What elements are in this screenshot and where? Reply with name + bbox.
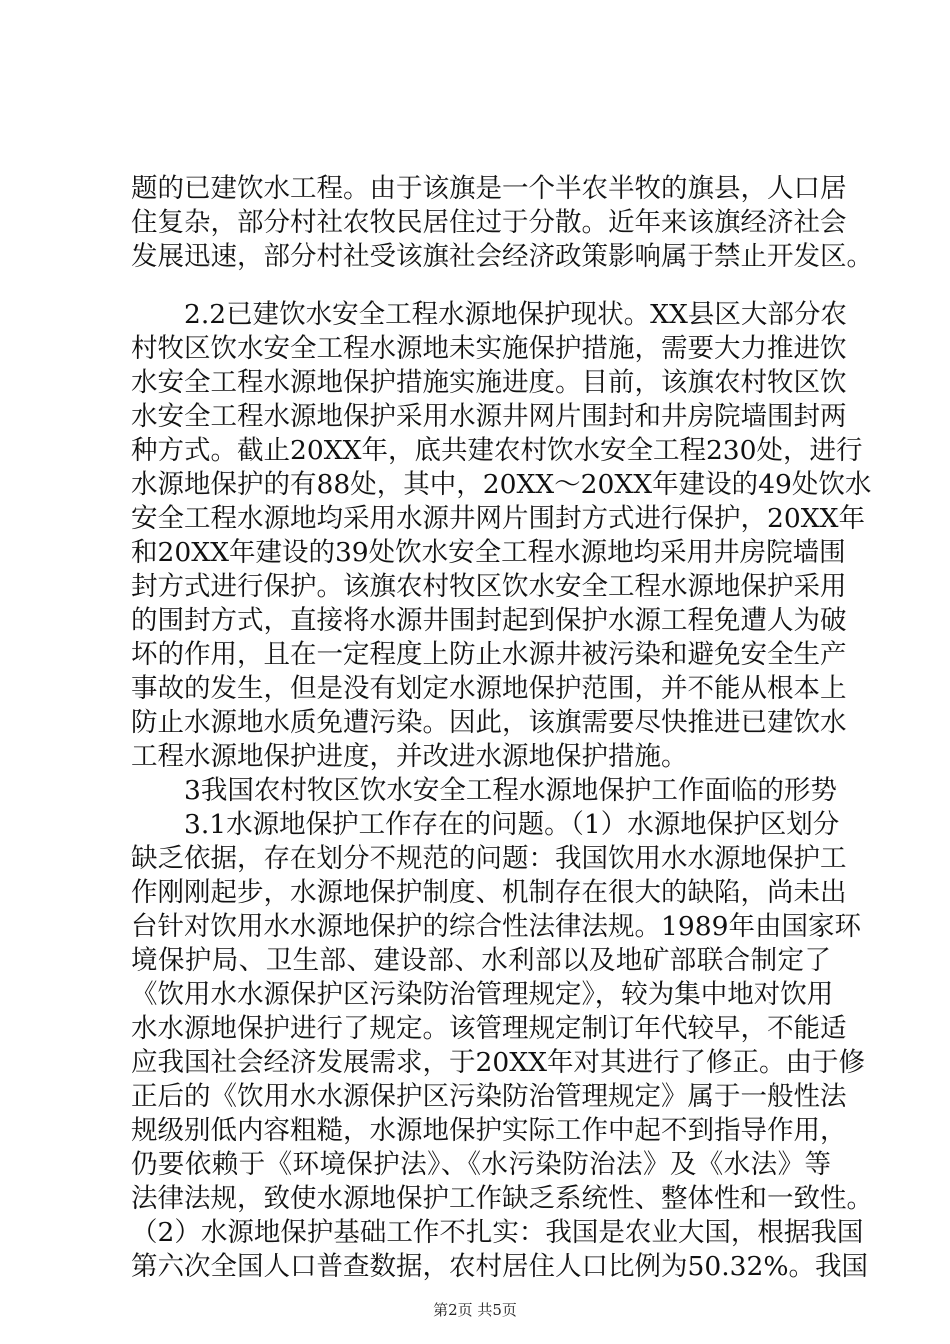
- page-number: 第2页 共5页: [433, 1301, 517, 1319]
- paragraph-line: 3.1水源地保护工作存在的问题。（1）水源地保护区划分: [131, 809, 840, 840]
- paragraph-line: 水安全工程水源地保护采用水源井网片围封和井房院墙围封两: [131, 401, 847, 432]
- paragraph-line: 题的已建饮水工程。由于该旗是一个半农半牧的旗县，人口居: [131, 173, 847, 204]
- paragraph-line: 住复杂，部分村社农牧民居住过于分散。近年来该旗经济社会: [131, 207, 847, 238]
- paragraph-line: 2.2已建饮水安全工程水源地保护现状。XX县区大部分农: [131, 299, 847, 330]
- paragraph-line: 事故的发生，但是没有划定水源地保护范围，并不能从根本上: [131, 673, 847, 704]
- paragraph-line: 缺乏依据，存在划分不规范的问题：我国饮用水水源地保护工: [131, 843, 847, 874]
- paragraph-line: 仍要依赖于《环境保护法》、《水污染防治法》及《水法》等: [131, 1149, 831, 1180]
- paragraph-line: 工程水源地保护进度，并改进水源地保护措施。: [131, 741, 688, 772]
- paragraph-line: 坏的作用，且在一定程度上防止水源井被污染和避免安全生产: [131, 639, 847, 670]
- paragraph-line: 作刚刚起步，水源地保护制度、机制存在很大的缺陷，尚未出: [131, 877, 847, 908]
- paragraph-line: （2）水源地保护基础工作不扎实：我国是农业大国，根据我国: [131, 1217, 864, 1248]
- paragraph-line: 水源地保护的有88处，其中，20XX～20XX年建设的49处饮水: [131, 469, 872, 500]
- paragraph-line: 第六次全国人口普查数据，农村居住人口比例为50.32%。我国: [131, 1251, 869, 1282]
- paragraph-line: 和20XX年建设的39处饮水安全工程水源地均采用井房院墙围: [131, 537, 846, 568]
- paragraph-line: 种方式。截止20XX年，底共建农村饮水安全工程230处，进行: [131, 435, 863, 466]
- paragraph-line: 《饮用水水源保护区污染防治管理规定》，较为集中地对饮用: [131, 979, 834, 1010]
- paragraph-line: 封方式进行保护。该旗农村牧区饮水安全工程水源地保护采用: [131, 571, 847, 602]
- paragraph-line: 正后的《饮用水水源保护区污染防治管理规定》属于一般性法: [131, 1081, 847, 1112]
- paragraph-line: 防止水源地水质免遭污染。因此，该旗需要尽快推进已建饮水: [131, 707, 847, 738]
- paragraph-line: 应我国社会经济发展需求，于20XX年对其进行了修正。由于修: [131, 1047, 865, 1078]
- paragraph-line: 法律法规，致使水源地保护工作缺乏系统性、整体性和一致性。: [131, 1183, 873, 1214]
- paragraph-line: 的围封方式，直接将水源井围封起到保护水源工程免遭人为破: [131, 605, 847, 636]
- paragraph-line: 规级别低内容粗糙，水源地保护实际工作中起不到指导作用，: [131, 1115, 847, 1146]
- paragraph-line: 发展迅速，部分村社受该旗社会经济政策影响属于禁止开发区。: [131, 241, 873, 272]
- paragraph-line: 台针对饮用水水源地保护的综合性法律法规。1989年由国家环: [131, 911, 861, 942]
- paragraph-line: 村牧区饮水安全工程水源地未实施保护措施，需要大力推进饮: [131, 333, 847, 364]
- paragraph-line: 水水源地保护进行了规定。该管理规定制订年代较早，不能适: [131, 1013, 847, 1044]
- paragraph-line: 境保护局、卫生部、建设部、水利部以及地矿部联合制定了: [131, 945, 831, 976]
- paragraph-line: 安全工程水源地均采用水源井网片围封方式进行保护，20XX年: [131, 503, 865, 534]
- section-heading: 3我国农村牧区饮水安全工程水源地保护工作面临的形势: [131, 775, 837, 806]
- paragraph-line: 水安全工程水源地保护措施实施进度。目前，该旗农村牧区饮: [131, 367, 847, 398]
